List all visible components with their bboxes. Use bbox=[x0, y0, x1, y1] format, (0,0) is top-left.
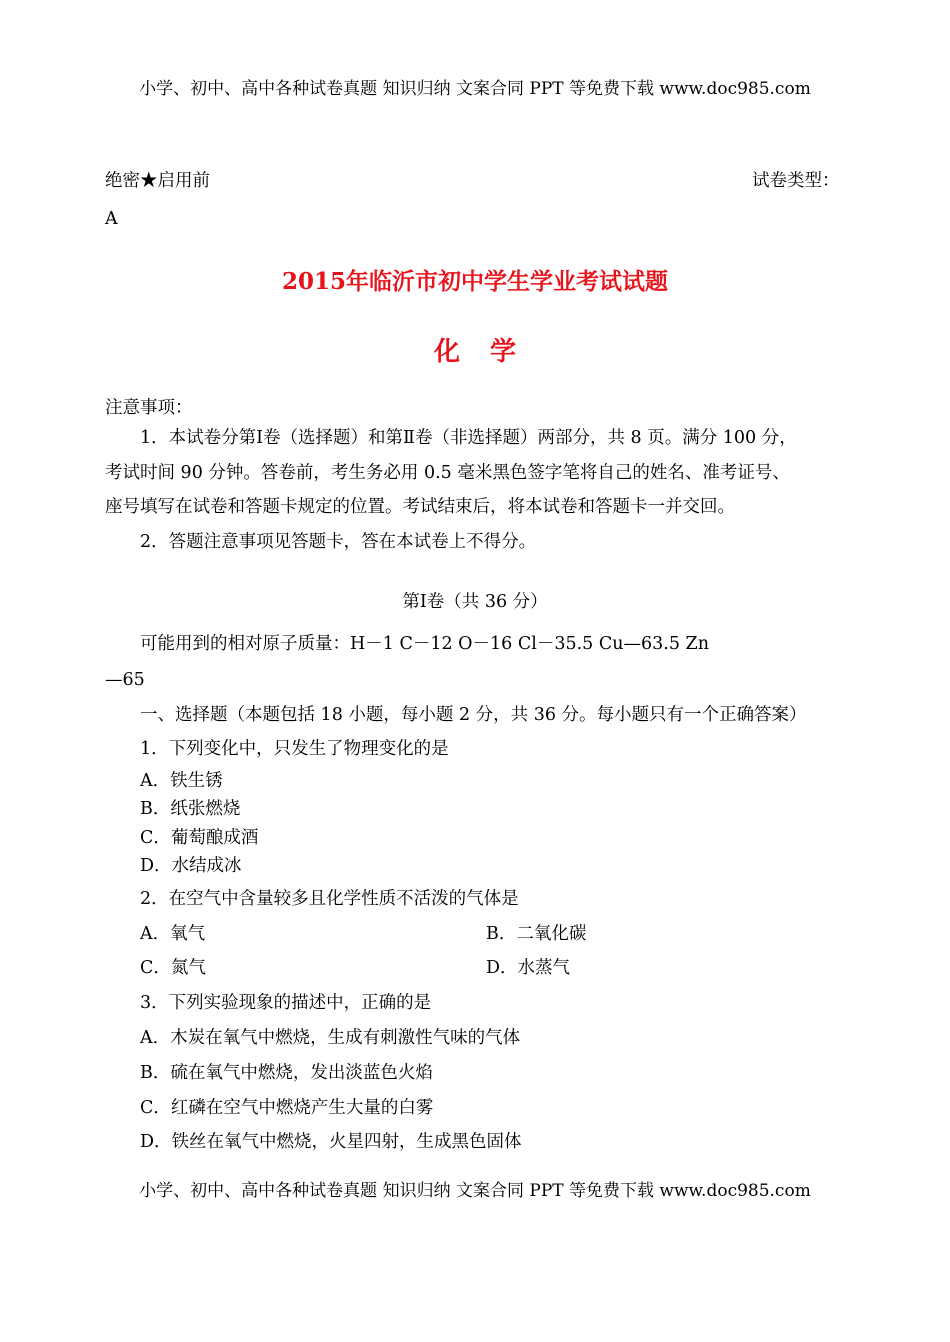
exam-title: 2015年临沂市初中学生学业考试试题 bbox=[281, 268, 668, 295]
question-1-option-c: C．葡萄酿成酒 bbox=[140, 828, 259, 848]
notes-item-1-line-2: 考试时间 90 分钟。答卷前，考生务必用 0.5 毫米黑色签字笔将自己的姓名、准考证号、 bbox=[105, 463, 790, 483]
notes-item-1-line-3: 座号填写在试卷和答题卡规定的位置。考试结束后，将本试卷和答题卡一并交回。 bbox=[105, 497, 735, 517]
question-2-option-c: C．氮气 bbox=[140, 958, 206, 978]
question-2-option-b: B．二氧化碳 bbox=[486, 924, 587, 944]
question-2-stem: 2．在空气中含量较多且化学性质不活泼的气体是 bbox=[140, 889, 519, 909]
question-1-stem: 1．下列变化中，只发生了物理变化的是 bbox=[140, 739, 449, 759]
question-2-option-a: A．氧气 bbox=[140, 924, 206, 944]
question-1-option-a: A．铁生锈 bbox=[140, 771, 223, 791]
paper-type-label: 试卷类型： bbox=[752, 171, 840, 191]
question-3-option-c: C．红磷在空气中燃烧产生大量的白雾 bbox=[140, 1098, 434, 1118]
paper-type-value: A bbox=[105, 209, 118, 229]
question-1-option-d: D．水结成冰 bbox=[140, 856, 242, 876]
question-3-stem: 3．下列实验现象的描述中，正确的是 bbox=[140, 993, 432, 1013]
subject-title: 化学 bbox=[433, 337, 546, 367]
notes-heading: 注意事项： bbox=[105, 398, 193, 418]
question-1-option-b: B．纸张燃烧 bbox=[140, 799, 241, 819]
atomic-mass-line-1: 可能用到的相对原子质量：H－1 C－12 O－16 Cl－35.5 Cu—63.5 Zn bbox=[140, 634, 709, 654]
atomic-mass-line-2: —65 bbox=[105, 670, 145, 690]
notes-item-2: 2．答题注意事项见答题卡，答在本试卷上不得分。 bbox=[140, 532, 537, 552]
question-3-option-a: A．木炭在氧气中燃烧，生成有刺激性气味的气体 bbox=[140, 1028, 521, 1048]
section-1-heading: 一、选择题（本题包括 18 小题，每小题 2 分，共 36 分。每小题只有一个正确答案） bbox=[140, 705, 807, 725]
notes-item-1-line-1: 1．本试卷分第Ⅰ卷（选择题）和第Ⅱ卷（非选择题）两部分，共 8 页。满分 100 分， bbox=[140, 428, 797, 448]
page-footer: 小学、初中、高中各种试卷真题 知识归纳 文案合同 PPT 等免费下载 www.doc985.com bbox=[139, 1181, 811, 1201]
question-3-option-d: D．铁丝在氧气中燃烧，火星四射，生成黑色固体 bbox=[140, 1132, 522, 1152]
confidential-label: 绝密★启用前 bbox=[105, 171, 210, 191]
page-header: 小学、初中、高中各种试卷真题 知识归纳 文案合同 PPT 等免费下载 www.doc985.com bbox=[139, 79, 811, 99]
part-1-title: 第Ⅰ卷（共 36 分） bbox=[402, 592, 548, 612]
question-3-option-b: B．硫在氧气中燃烧，发出淡蓝色火焰 bbox=[140, 1063, 433, 1083]
question-2-option-d: D．水蒸气 bbox=[486, 958, 571, 978]
